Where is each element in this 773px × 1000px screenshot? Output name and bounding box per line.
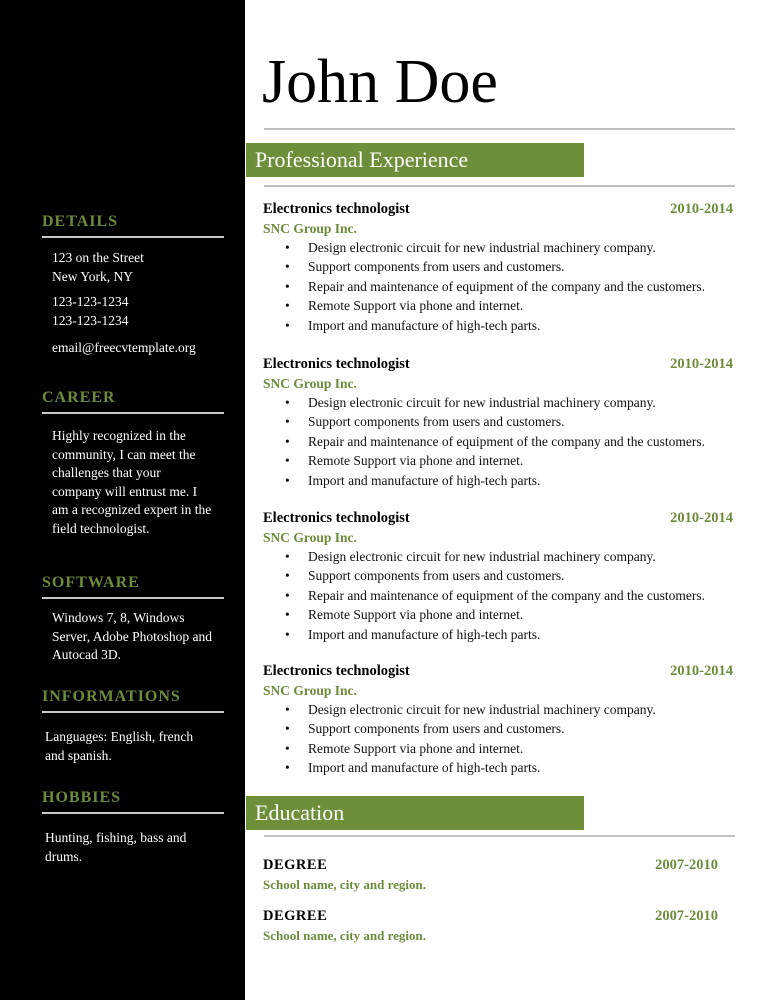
job-bullet: • Remote Support via phone and internet. (263, 451, 733, 470)
job-title: Electronics technologist (263, 663, 410, 679)
education-years: 2007-2010 (655, 908, 718, 924)
software-heading: SOFTWARE (42, 574, 224, 599)
education-years: 2007-2010 (655, 857, 718, 873)
job-bullet: • Import and manufacture of high-tech parts. (263, 625, 733, 644)
job-years: 2010-2014 (670, 663, 733, 679)
phone-2: 123-123-1234 (52, 313, 129, 328)
company-name: SNC Group Inc. (263, 683, 357, 698)
career-text: Highly recognized in the community, I can meet the challenges that your company will entrust me. I am a recognized expert in the field technologist. (52, 428, 212, 536)
job-bullet: • Repair and maintenance of equipment of the company and the customers. (263, 432, 733, 451)
job-bullet: • Design electronic circuit for new industrial machinery company. (263, 238, 733, 257)
education-rule (264, 835, 735, 837)
name-rule (264, 128, 735, 130)
informations-heading: INFORMATIONS (42, 688, 224, 713)
education-heading: Education (246, 796, 584, 830)
education-entry (263, 907, 718, 946)
job-entry (263, 200, 733, 335)
school-name: School name, city and region. (263, 928, 426, 943)
job-years: 2010-2014 (670, 201, 733, 217)
degree-title: DEGREE (263, 908, 328, 924)
email: email@freecvtemplate.org (52, 340, 196, 355)
education-entry (263, 856, 718, 895)
job-bullet: • Design electronic circuit for new industrial machinery company. (263, 700, 733, 719)
job-bullet: • Remote Support via phone and internet. (263, 296, 733, 315)
phone-1: 123-123-1234 (52, 294, 129, 309)
job-entry (263, 355, 733, 490)
degree-title: DEGREE (263, 857, 328, 873)
informations-text: Languages: English, french and spanish. (45, 729, 194, 763)
company-name: SNC Group Inc. (263, 530, 357, 545)
address-line-1: 123 on the Street (52, 250, 144, 265)
job-bullet: • Design electronic circuit for new industrial machinery company. (263, 547, 733, 566)
job-entry (263, 662, 733, 778)
job-bullets (263, 238, 733, 335)
job-years: 2010-2014 (670, 356, 733, 372)
job-entry (263, 509, 733, 644)
job-bullets (263, 547, 733, 644)
job-title: Electronics technologist (263, 510, 410, 526)
software-text: Windows 7, 8, Windows Server, Adobe Photoshop and Autocad 3D. (52, 610, 212, 662)
job-bullet: • Remote Support via phone and internet. (263, 605, 733, 624)
job-bullet: • Import and manufacture of high-tech parts. (263, 316, 733, 335)
career-heading: CAREER (42, 389, 224, 414)
hobbies-heading: HOBBIES (42, 789, 224, 814)
company-name: SNC Group Inc. (263, 376, 357, 391)
job-bullets (263, 393, 733, 490)
job-bullet: • Repair and maintenance of equipment of the company and the customers. (263, 586, 733, 605)
job-bullet: • Support components from users and customers. (263, 566, 733, 585)
hobbies-text: Hunting, fishing, bass and drums. (45, 830, 187, 864)
job-bullet: • Design electronic circuit for new industrial machinery company. (263, 393, 733, 412)
details-heading: DETAILS (42, 213, 224, 238)
job-bullet: • Remote Support via phone and internet. (263, 739, 733, 758)
experience-heading: Professional Experience (246, 143, 584, 177)
job-bullet: • Support components from users and customers. (263, 412, 733, 431)
experience-rule (264, 185, 735, 187)
job-bullet: • Repair and maintenance of equipment of the company and the customers. (263, 277, 733, 296)
job-title: Electronics technologist (263, 356, 410, 372)
job-bullet: • Import and manufacture of high-tech parts. (263, 471, 733, 490)
job-years: 2010-2014 (670, 510, 733, 526)
sidebar (0, 0, 245, 1000)
school-name: School name, city and region. (263, 877, 426, 892)
job-bullets (263, 700, 733, 778)
candidate-name: John Doe (262, 48, 498, 116)
company-name: SNC Group Inc. (263, 221, 357, 236)
job-bullet: • Support components from users and customers. (263, 257, 733, 276)
address-line-2: New York, NY (52, 269, 134, 284)
job-title: Electronics technologist (263, 201, 410, 217)
job-bullet: • Import and manufacture of high-tech parts. (263, 758, 733, 777)
job-bullet: • Support components from users and customers. (263, 719, 733, 738)
